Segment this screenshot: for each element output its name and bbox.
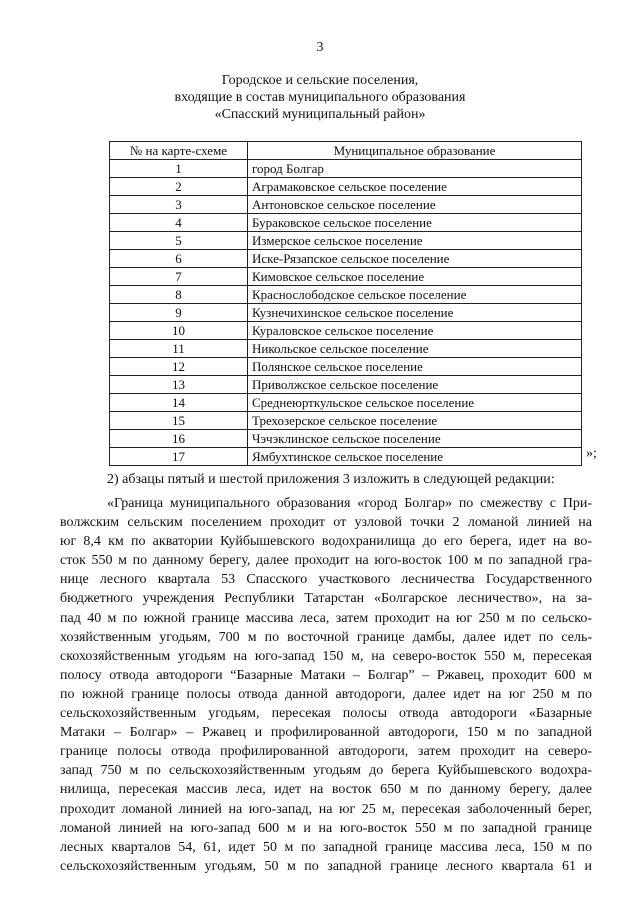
table-row: [110, 286, 582, 304]
heading-line: Городское и сельские поселения,: [221, 73, 419, 88]
row-number: 16: [110, 430, 248, 448]
table-row: [110, 250, 582, 268]
row-number: 11: [110, 340, 248, 358]
table-row: [110, 394, 582, 412]
row-number: 9: [110, 304, 248, 322]
row-number: 2: [110, 178, 248, 196]
table-row: [110, 268, 582, 286]
column-header-municipality: Муниципальное образование: [248, 142, 582, 160]
row-municipality: Аграмаковское сельское поселение: [248, 178, 582, 196]
row-number: 5: [110, 232, 248, 250]
row-municipality: Иске-Рязапское сельское поселение: [248, 250, 582, 268]
row-number: 6: [110, 250, 248, 268]
column-header-map-number: № на карте-схеме: [110, 142, 248, 160]
text-line: сельскохозяйственным угодьям, пересекая полосы отвода автодороги «Базарные: [60, 706, 592, 722]
text-line: полосу отвода автодороги “Базарные Матаки – Болгар” – Ржавец, проходит 600 м: [60, 667, 592, 683]
row-municipality: Бураковское сельское поселение: [248, 214, 582, 232]
table-row: [110, 304, 582, 322]
text-line: скохозяйственным угодьям на юго-запад 150 м, на северо-восток 550 м, пересекая: [60, 648, 592, 664]
table-row: [110, 160, 582, 178]
row-number: 7: [110, 268, 248, 286]
table-closing-mark: »;: [586, 446, 597, 461]
row-municipality: Трехозерское сельское поселение: [248, 412, 582, 430]
table-row: [110, 196, 582, 214]
table-row: [110, 178, 582, 196]
row-number: 13: [110, 376, 248, 394]
table-row: [110, 376, 582, 394]
text-line: ломаной линией на юго-запад 600 м и на юго-восток 550 м по западной границе: [60, 820, 592, 836]
text-line: по южной границе полосы отвода данной автодороги, далее идет на юг 250 м по: [60, 686, 592, 702]
row-municipality: Измерское сельское поселение: [248, 232, 582, 250]
row-number: 10: [110, 322, 248, 340]
text-line: пад 40 м по южной границе массива леса, затем проходит на юг 250 м по сельско-: [60, 610, 592, 626]
text-line: сельскохозяйственным угодьям, 50 м по западной границе лесного квартала 61 и: [60, 858, 592, 874]
row-number: 14: [110, 394, 248, 412]
text-line: юг 8,4 км по акватории Куйбышевского водохранилища до его берега, идет на во-: [60, 534, 592, 550]
row-municipality: Никольское сельское поселение: [248, 340, 582, 358]
row-number: 17: [110, 448, 248, 466]
text-line: лесных кварталов 54, 61, идет 50 м по западной границе массива леса, 150 м по: [60, 839, 592, 855]
row-municipality: Краснослободское сельское поселение: [248, 286, 582, 304]
row-municipality: Кураловское сельское поселение: [248, 322, 582, 340]
row-municipality: Приволжское сельское поселение: [248, 376, 582, 394]
row-number: 8: [110, 286, 248, 304]
text-line: нице лесного квартала 53 Спасского участкового лесничества Государственного: [60, 572, 592, 588]
table-row: [110, 214, 582, 232]
row-municipality: Полянское сельское поселение: [248, 358, 582, 376]
municipalities-table: [109, 141, 582, 466]
table-row: [110, 412, 582, 430]
row-municipality: Кузнечихинское сельское поселение: [248, 304, 582, 322]
text-line: границе полосы отвода профилированной автодороги, затем проходит на северо-: [60, 744, 592, 760]
page-number: 3: [316, 40, 324, 55]
row-municipality: Антоновское сельское поселение: [248, 196, 582, 214]
amendment-item-2: 2) абзацы пятый и шестой приложения 3 изложить в следующей редакции:: [107, 472, 555, 487]
text-line: бюджетного учреждения Республики Татарстан «Болгарское лесничество», на за-: [60, 591, 592, 607]
row-number: 1: [110, 160, 248, 178]
row-number: 12: [110, 358, 248, 376]
text-line: сток 550 м по данному берегу, далее проходит на юго-восток 100 м по западной гра-: [60, 553, 592, 569]
row-municipality: Ямбухтинское сельское поселение: [248, 448, 582, 466]
row-municipality: город Болгар: [248, 160, 582, 178]
heading-line: «Спасский муниципальный район»: [214, 107, 426, 122]
row-number: 4: [110, 214, 248, 232]
table-row: [110, 232, 582, 250]
row-number: 3: [110, 196, 248, 214]
boundary-description: [60, 494, 592, 876]
table-row: [110, 430, 582, 448]
text-line: запад 750 м по сельскохозяйственным угодьям до берега Куйбышевского водохра-: [60, 763, 592, 779]
text-line: нилища, пересекая массив леса, идет на восток 650 м по данному берегу, далее: [60, 782, 592, 798]
table-header-row: [110, 142, 582, 160]
text-line: Матаки – Болгар» – Ржавец и профилированной автодороги, 150 м по западной: [60, 725, 592, 741]
row-municipality: Кимовское сельское поселение: [248, 268, 582, 286]
text-line: «Граница муниципального образования «город Болгар» по смежеству с При-: [107, 496, 592, 511]
text-line: волжским сельским поселением проходит от узловой точки 2 ломаной линией на: [60, 515, 592, 531]
text-line: хозяйственным угодьям, 700 м по восточной границе дамбы, далее идет по сель-: [60, 629, 592, 645]
document-heading: [0, 72, 640, 123]
table-row: [110, 322, 582, 340]
text-line: проходит ломаной линией на юго-запад, на юг 25 м, пересекая заболоченный берег,: [60, 801, 592, 817]
table-row: [110, 340, 582, 358]
table-row: [110, 358, 582, 376]
table-row: [110, 448, 582, 466]
heading-line: входящие в состав муниципального образования: [174, 90, 466, 105]
row-municipality: Среднеюрткульское сельское поселение: [248, 394, 582, 412]
row-number: 15: [110, 412, 248, 430]
row-municipality: Чэчэклинское сельское поселение: [248, 430, 582, 448]
